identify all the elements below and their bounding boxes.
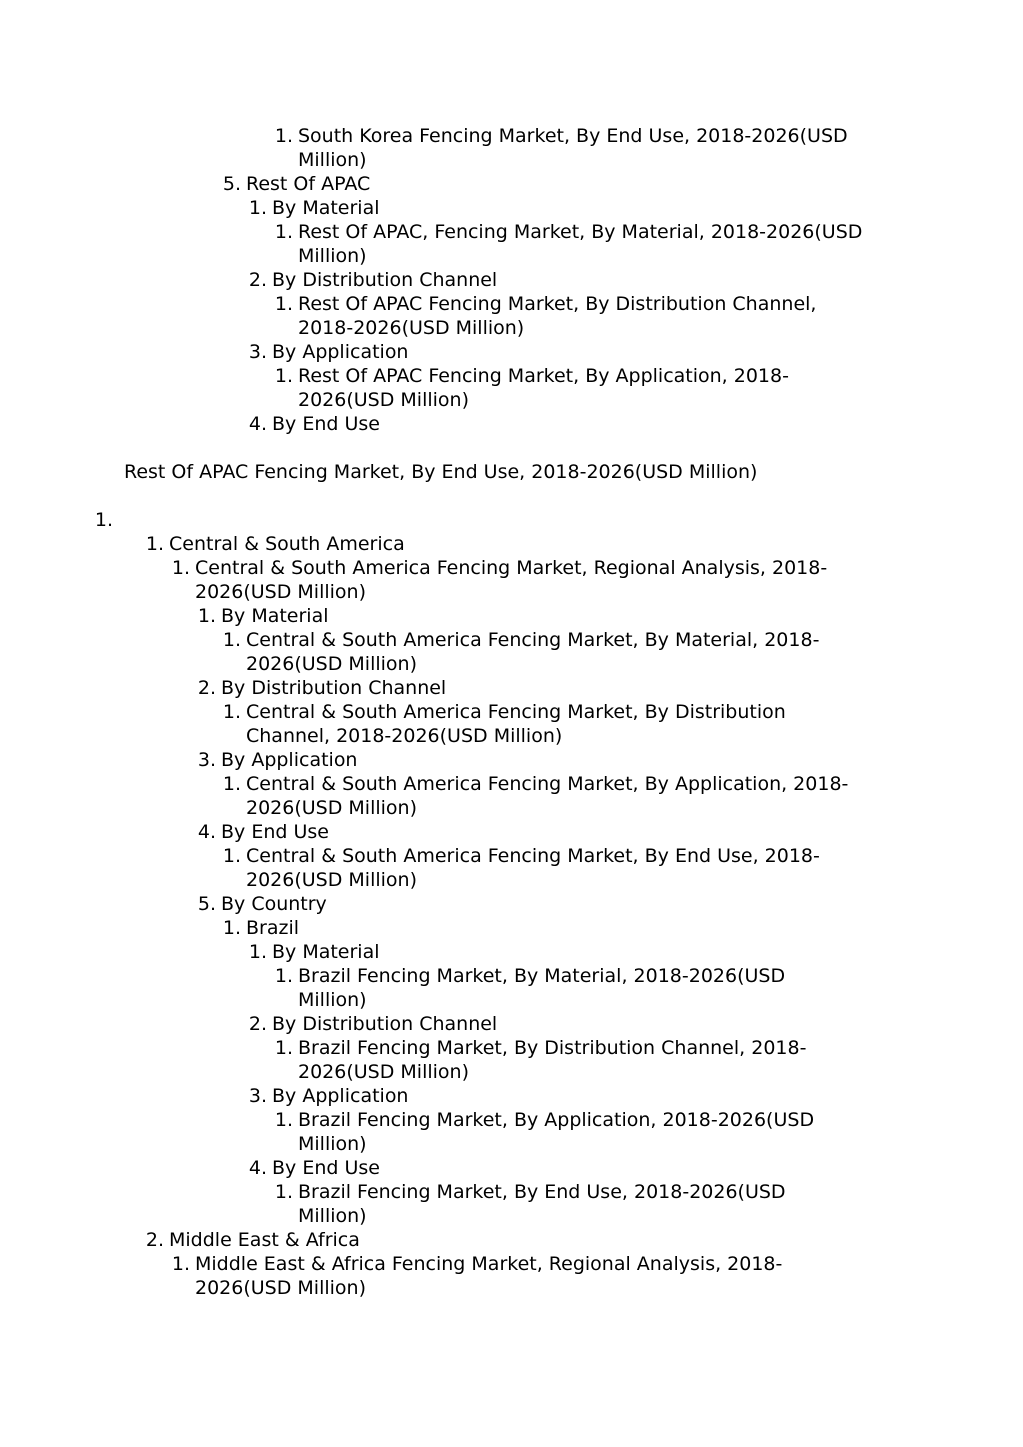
list-marker: 1. [274,1109,293,1131]
list-marker: 5. [197,893,216,915]
list-marker: 1. [171,557,190,579]
list-item-text: Brazil [246,917,300,939]
list-item-continuation: 2018-2026(USD Million) [298,317,525,339]
paragraph: Rest Of APAC Fencing Market, By End Use, 2018-2026(USD Million) [124,461,758,483]
list-item-text: Central & South America Fencing Market, By Application, 2018- [246,773,849,795]
list-marker: 1. [197,605,216,627]
list-item-text: By Distribution Channel [272,269,498,291]
list-item-text: Brazil Fencing Market, By Distribution Channel, 2018- [298,1037,807,1059]
list-marker: 1. [171,1253,190,1275]
list-marker: 3. [248,341,267,363]
list-item-text: By Application [221,749,358,771]
list-item-text: Middle East & Africa [169,1229,360,1251]
list-marker: 5. [222,173,241,195]
list-item-text: By End Use [272,413,380,435]
list-item-text: Rest Of APAC Fencing Market, By Distribution Channel, [298,293,817,315]
list-item-text: Brazil Fencing Market, By End Use, 2018-2026(USD [298,1181,786,1203]
list-marker: 1. [222,845,241,867]
list-marker: 1. [248,941,267,963]
list-marker: 1. [248,197,267,219]
list-marker: 2. [248,269,267,291]
list-item-text: By Country [221,893,327,915]
list-item-continuation: Channel, 2018-2026(USD Million) [246,725,563,747]
list-marker: 2. [248,1013,267,1035]
list-marker: 4. [197,821,216,843]
list-item-text: Central & South America Fencing Market, By Distribution [246,701,786,723]
list-item-text: Rest Of APAC, Fencing Market, By Material, 2018-2026(USD [298,221,863,243]
list-item-continuation: 2026(USD Million) [195,581,366,603]
list-item-continuation: 2026(USD Million) [298,1061,469,1083]
list-item-text: Rest Of APAC [246,173,371,195]
list-item-continuation: 2026(USD Million) [246,653,417,675]
list-item-continuation: Million) [298,149,367,171]
list-item-text: By Material [272,197,380,219]
list-marker: 3. [248,1085,267,1107]
list-marker: 1. [274,125,293,147]
list-item-text: Central & South America Fencing Market, By Material, 2018- [246,629,820,651]
list-item-text: Brazil Fencing Market, By Material, 2018-2026(USD [298,965,786,987]
list-item-text: By End Use [221,821,329,843]
list-item-text: Central & South America Fencing Market, By End Use, 2018- [246,845,820,867]
list-item-continuation: Million) [298,1205,367,1227]
list-item-text: By Material [221,605,329,627]
list-item-text: By Distribution Channel [221,677,447,699]
list-marker: 1. [274,1181,293,1203]
list-marker: 1. [222,629,241,651]
list-marker: 1. [274,965,293,987]
list-item-continuation: Million) [298,1133,367,1155]
list-marker: 2. [145,1229,164,1251]
list-marker: 1. [274,365,293,387]
list-item-text: Middle East & Africa Fencing Market, Regional Analysis, 2018- [195,1253,783,1275]
list-item-text: By Application [272,1085,409,1107]
list-item-continuation: 2026(USD Million) [246,797,417,819]
list-item-continuation: Million) [298,989,367,1011]
list-item-continuation: 2026(USD Million) [298,389,469,411]
list-item-text: Central & South America [169,533,405,555]
list-item-text: By Application [272,341,409,363]
list-marker: 2. [197,677,216,699]
list-marker: 1. [222,701,241,723]
list-item-text: Brazil Fencing Market, By Application, 2018-2026(USD [298,1109,815,1131]
list-marker: 1. [222,773,241,795]
list-item-continuation: Million) [298,245,367,267]
list-marker: 3. [197,749,216,771]
list-marker: 1. [94,509,113,531]
list-item-continuation: 2026(USD Million) [246,869,417,891]
list-item-continuation: 2026(USD Million) [195,1277,366,1299]
list-marker: 4. [248,1157,267,1179]
list-marker: 1. [222,917,241,939]
list-marker: 1. [274,293,293,315]
list-marker: 1. [145,533,164,555]
list-item-text: Rest Of APAC Fencing Market, By Application, 2018- [298,365,789,387]
list-item-text: Central & South America Fencing Market, Regional Analysis, 2018- [195,557,828,579]
list-item-text: By Distribution Channel [272,1013,498,1035]
list-marker: 1. [274,1037,293,1059]
list-marker: 4. [248,413,267,435]
list-item-text: By Material [272,941,380,963]
list-item-text: South Korea Fencing Market, By End Use, 2018-2026(USD [298,125,848,147]
list-marker: 1. [274,221,293,243]
list-item-text: By End Use [272,1157,380,1179]
